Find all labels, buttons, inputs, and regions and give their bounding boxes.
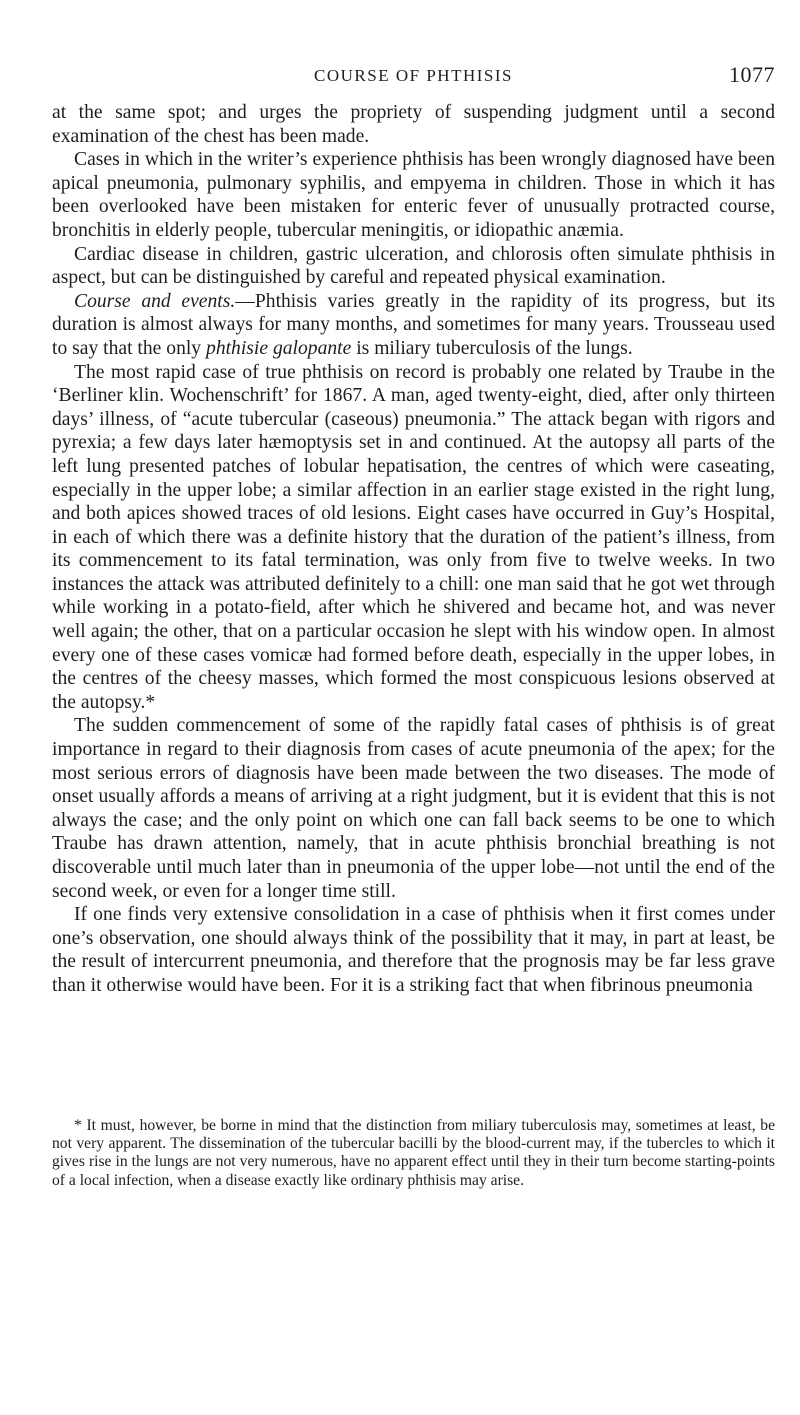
paragraph-continuation: at the same spot; and urges the propriety of suspending judgment until a second examination of the chest has been made. bbox=[52, 102, 775, 147]
paragraph-consolidation: If one finds very extensive consolidation in a case of phthisis when it first comes under one’s observation, one should always think of the possibility that it may, in part at least, be the result of intercurrent pneumonia, and therefore that the prognosis may be far less grave than it otherwise would have been. For it is a striking fact that when fibrinous pneumonia bbox=[52, 904, 775, 996]
paragraph-simulating-diseases: Cardiac disease in children, gastric ulceration, and chlorosis often simulate phthisis in aspect, but can be distinguished by careful and repeated physical examination. bbox=[52, 243, 775, 289]
running-title: COURSE OF PHTHISIS bbox=[314, 66, 513, 85]
footnote-text: * It must, however, be borne in mind that the distinction from miliary tuberculosis may, sometimes at least, be not very apparent. The dissemination of the tubercular bacilli by the blood-current may, if the tubercles to which it gives rise in the lungs are not very numerous, have no apparent effect until they in their turn become starting-points of a local infection, when a disease exactly like ordinary phthisis may arise. bbox=[52, 1117, 775, 1189]
paragraph-rapid-case: The most rapid case of true phthisis on record is probably one related by Traube in the ‘Berliner klin. Wochenschrift’ for 1867. A man, aged twenty-eight, died, after only thirteen days’ illness, of “acute tubercular (caseous) pneumonia.” The attack began with rigors and pyrexia; a few days later hæmoptysis set in and continued. At the autopsy all parts of the left lung presented patches of lobular hepatisation, the centres of which were caseating, especially in the upper lobe; a similar affection in an earlier stage existed in the right lung, and both apices showed traces of old lesions. Eight cases have occurred in Guy’s Hospital, in each of which there was a definite history that the duration of the patient’s illness, from its commencement to its fatal termination, was only from five to twelve weeks. In two instances the attack was attributed definitely to a chill: one man said that he got wet through while working in a potato-field, after which he shivered and became hot, and was never well again; the other, that on a particular occasion he slept with his window open. In almost every one of these cases vomicæ had formed before death, especially in the upper lobes, in the centres of the cheesy masses, which formed the most conspicuous lesions observed at the autopsy.* bbox=[52, 361, 775, 713]
paragraph-misdiagnosis: Cases in which in the writer’s experience phthisis has been wrongly diagnosed have been apical pneumonia, pulmonary syphilis, and empyema in children. Those in which it has been overlooked have been mistaken for enteric fever of unusually protracted course, bronchitis in elderly people, tubercular meningitis, or idiopathic anæmia. bbox=[52, 149, 775, 241]
paragraph-sudden-commencement: The sudden commencement of some of the rapidly fatal cases of phthisis is of great importance in regard to their diagnosis from cases of acute pneumonia of the apex; for the most serious errors of diagnosis have been made between the two diseases. The mode of onset usually affords a means of arriving at a right judgment, but it is evident that this is not always the case; and the only point on which one can fall back seems to be one to which Traube has drawn attention, namely, that in acute phthisis bronchial breathing is not discoverable until much later than in pneumonia of the upper lobe—not until the end of the second week, or even for a longer time still. bbox=[52, 715, 775, 902]
paragraph-text-part: —Phthisis varies greatly in the rapidity of its progress, but its duration is almost always for many months, and sometimes for many years. Trousseau used to say that the only bbox=[52, 290, 775, 359]
page-number: 1077 bbox=[729, 62, 775, 87]
paragraph-text-part: is miliary tuberculosis of the lungs. bbox=[351, 337, 633, 359]
italic-term: phthisie galopante bbox=[206, 337, 352, 359]
footnote bbox=[52, 1117, 775, 1190]
main-text bbox=[52, 101, 775, 998]
page-header bbox=[52, 62, 775, 92]
paragraph-course-and-events bbox=[52, 290, 775, 361]
section-heading: Course and events. bbox=[74, 290, 236, 312]
